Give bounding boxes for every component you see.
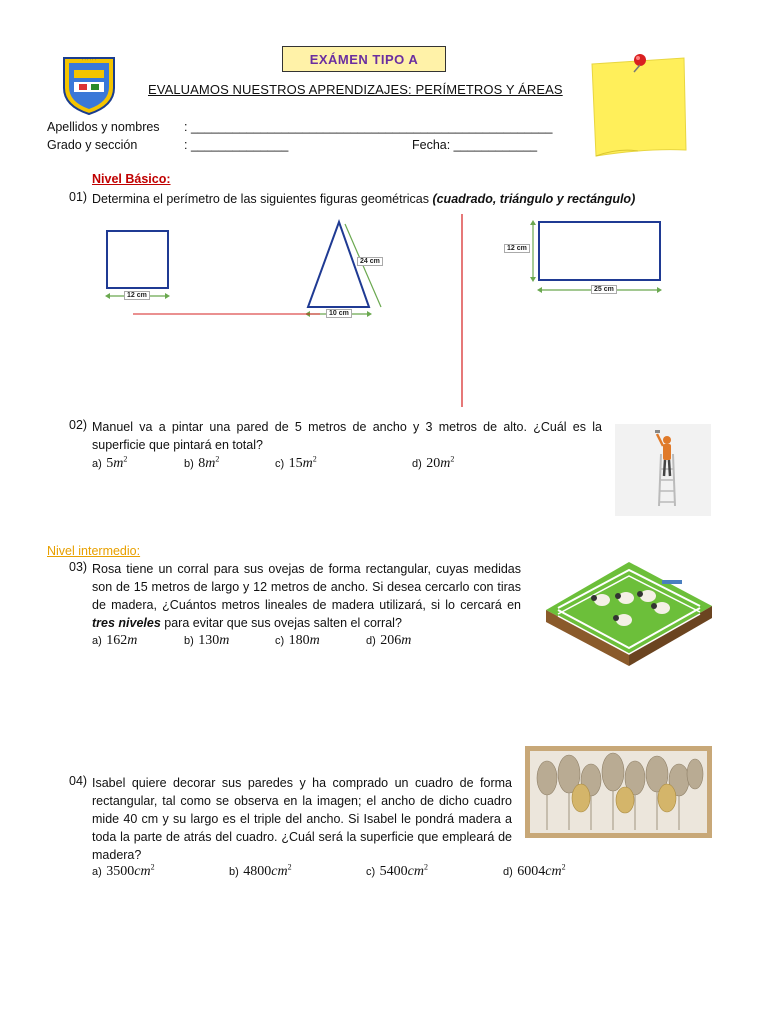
- q1-text-emph: (cuadrado, triángulo y rectángulo): [432, 192, 636, 206]
- q1-text: [92, 190, 692, 208]
- q2-option-d[interactable]: d) $20m^2$: [412, 454, 455, 471]
- q1-number: 01): [69, 190, 88, 204]
- q2-option-a[interactable]: a) $5m^2$: [92, 454, 128, 471]
- q3-text: Rosa tiene un corral para sus ovejas de forma rectangular, cuyas medidas son de 15 metros de largo y 12 metros de ancho. Si desea cercarlo con tiras de madera, ¿Cuántos metros lineales de madera utilizará, si lo cercará en tres niveles para evitar que sus ovejas salten el corral?: [92, 562, 521, 630]
- level-basic-heading: Nivel Básico:: [92, 172, 171, 186]
- q4-text: Isabel quiere decorar sus paredes y ha comprado un cuadro de forma rectangular, tal como se observa en la imagen; el ancho de dicho cuadro mide 40 cm y su largo es el triple del ancho. Si Isabel le pondrá madera a toda la parte de atrás del cuadro. ¿Cuál será la superficie que empleará de madera?: [92, 776, 512, 862]
- q4-option-c[interactable]: c) $5400cm^2$: [366, 862, 428, 879]
- page-title: EVALUAMOS NUESTROS APRENDIZAJES: PERÍMETROS Y ÁREAS: [148, 82, 563, 97]
- sticky-note-icon: [588, 52, 690, 158]
- q2-option-b[interactable]: b) $8m^2$: [184, 454, 220, 471]
- q4-option-b[interactable]: b) $4800cm^2$: [229, 862, 292, 879]
- rectangle-height-label: 12 cm: [504, 244, 530, 253]
- triangle-side-label: 24 cm: [357, 257, 383, 266]
- square-shape: [107, 231, 168, 288]
- exam-type-title: EXÁMEN TIPO A: [282, 46, 446, 72]
- q3-option-c[interactable]: c) 180m: [275, 633, 320, 648]
- q2-option-c[interactable]: c) $15m^2$: [275, 454, 317, 471]
- square-side-label: 12 cm: [124, 291, 150, 300]
- q3-option-d[interactable]: d) 206m: [366, 633, 412, 648]
- q2-text: Manuel va a pintar una pared de 5 metros de ancho y 3 metros de alto. ¿Cuál es la superficie que pintará en total?: [92, 420, 602, 452]
- q4-number: 04): [69, 774, 88, 788]
- date-field[interactable]: Fecha: ____________: [412, 138, 538, 152]
- grade-field[interactable]: : ______________: [184, 138, 289, 152]
- leaf-painting-image: [525, 746, 712, 838]
- q3-number: 03): [69, 560, 88, 574]
- school-logo: [60, 54, 118, 116]
- q3-option-a[interactable]: a) 162m: [92, 633, 138, 648]
- sheep-corral-image: [544, 558, 714, 670]
- triangle-base-label: 10 cm: [326, 309, 352, 318]
- q4-option-d[interactable]: d) $6004cm^2$: [503, 862, 566, 879]
- svg-text:· · · · · ·: · · · · · ·: [82, 57, 96, 63]
- q1-figures: [0, 210, 768, 410]
- names-label: Apellidos y nombres: [47, 120, 160, 134]
- q3-option-b[interactable]: b) 130m: [184, 633, 230, 648]
- q1-text-main: Determina el perímetro de las siguientes figuras geométricas: [92, 192, 433, 206]
- grade-label: Grado y sección: [47, 138, 138, 152]
- q2-number: 02): [69, 418, 88, 432]
- rectangle-shape: [539, 222, 660, 280]
- rectangle-width-label: 25 cm: [591, 285, 617, 294]
- painter-ladder-image: [615, 424, 711, 516]
- q4-option-a[interactable]: a) $3500cm^2$: [92, 862, 155, 879]
- names-field[interactable]: : ____________________________________________________: [184, 120, 553, 134]
- level-intermediate-heading: Nivel intermedio:: [47, 544, 141, 558]
